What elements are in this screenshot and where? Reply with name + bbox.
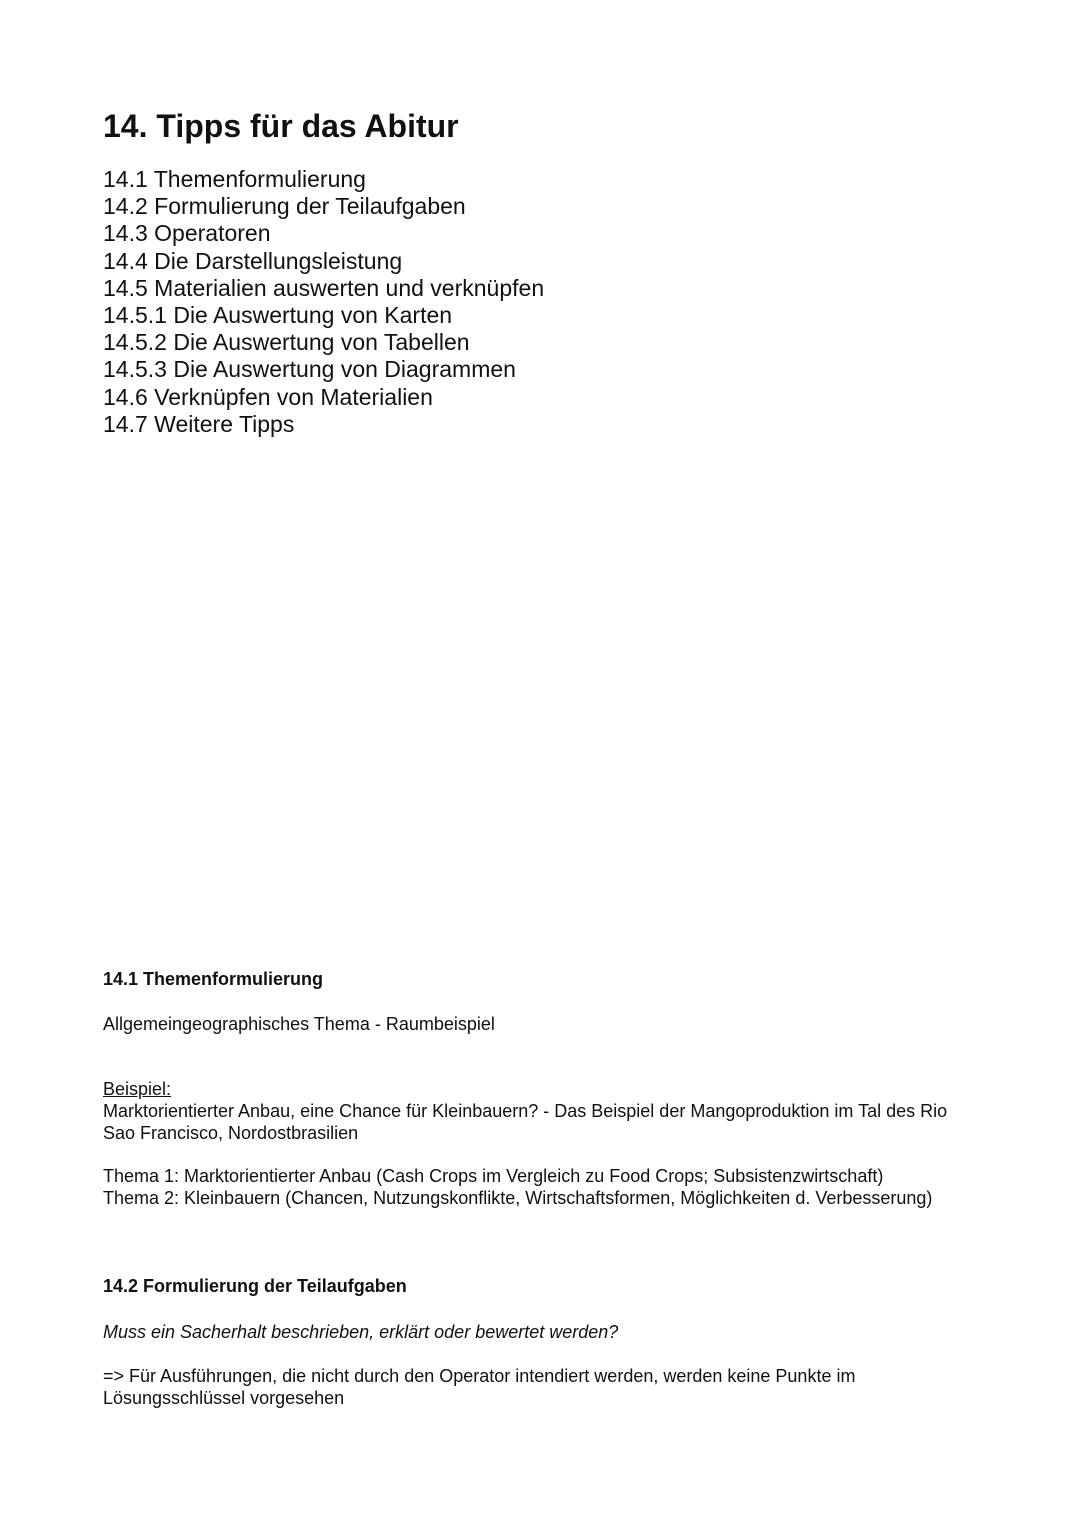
toc-item: 14.5.3 Die Auswertung von Diagrammen [103, 356, 516, 383]
section-note: => Für Ausführungen, die nicht durch den Operator intendiert werden, werden keine Punkte im Lösungsschlüssel vorgesehen [103, 1366, 856, 1408]
theme-1: Thema 1: Marktorientierter Anbau (Cash Crops im Vergleich zu Food Crops; Subsistenzwirtschaft) [103, 1166, 884, 1186]
themes-block [103, 1165, 983, 1209]
section-heading: 14.2 Formulierung der Teilaufgaben [103, 1276, 407, 1296]
toc-item: 14.5.1 Die Auswertung von Karten [103, 302, 453, 329]
example-label: Beispiel: [103, 1079, 172, 1099]
page-title: 14. Tipps für das Abitur [103, 108, 459, 144]
section-question: Muss ein Sacherhalt beschrieben, erklärt oder bewertet werden? [103, 1322, 619, 1342]
toc-item: 14.4 Die Darstellungsleistung [103, 247, 403, 274]
toc-item: 14.6 Verknüpfen von Materialien [103, 383, 433, 410]
table-of-contents [103, 166, 544, 438]
example-text: Marktorientierter Anbau, eine Chance für Kleinbauern? - Das Beispiel der Mangoproduktion im Tal des Rio Sao Francisco, Nordostbrasilien [103, 1101, 948, 1143]
toc-item: 14.2 Formulierung der Teilaufgaben [103, 193, 466, 220]
example-block [103, 1078, 983, 1144]
section-intro: Allgemeingeographisches Thema - Raumbeispiel [103, 1014, 495, 1034]
toc-item: 14.5 Materialien auswerten und verknüpfen [103, 274, 545, 301]
toc-item: 14.1 Themenformulierung [103, 166, 366, 192]
toc-item: 14.5.2 Die Auswertung von Tabellen [103, 329, 470, 356]
section-heading: 14.1 Themenformulierung [103, 969, 324, 989]
theme-2: Thema 2: Kleinbauern (Chancen, Nutzungskonflikte, Wirtschaftsformen, Möglichkeiten d. Verbesserung) [103, 1188, 933, 1208]
toc-item: 14.3 Operatoren [103, 220, 271, 247]
toc-item: 14.7 Weitere Tipps [103, 410, 295, 437]
